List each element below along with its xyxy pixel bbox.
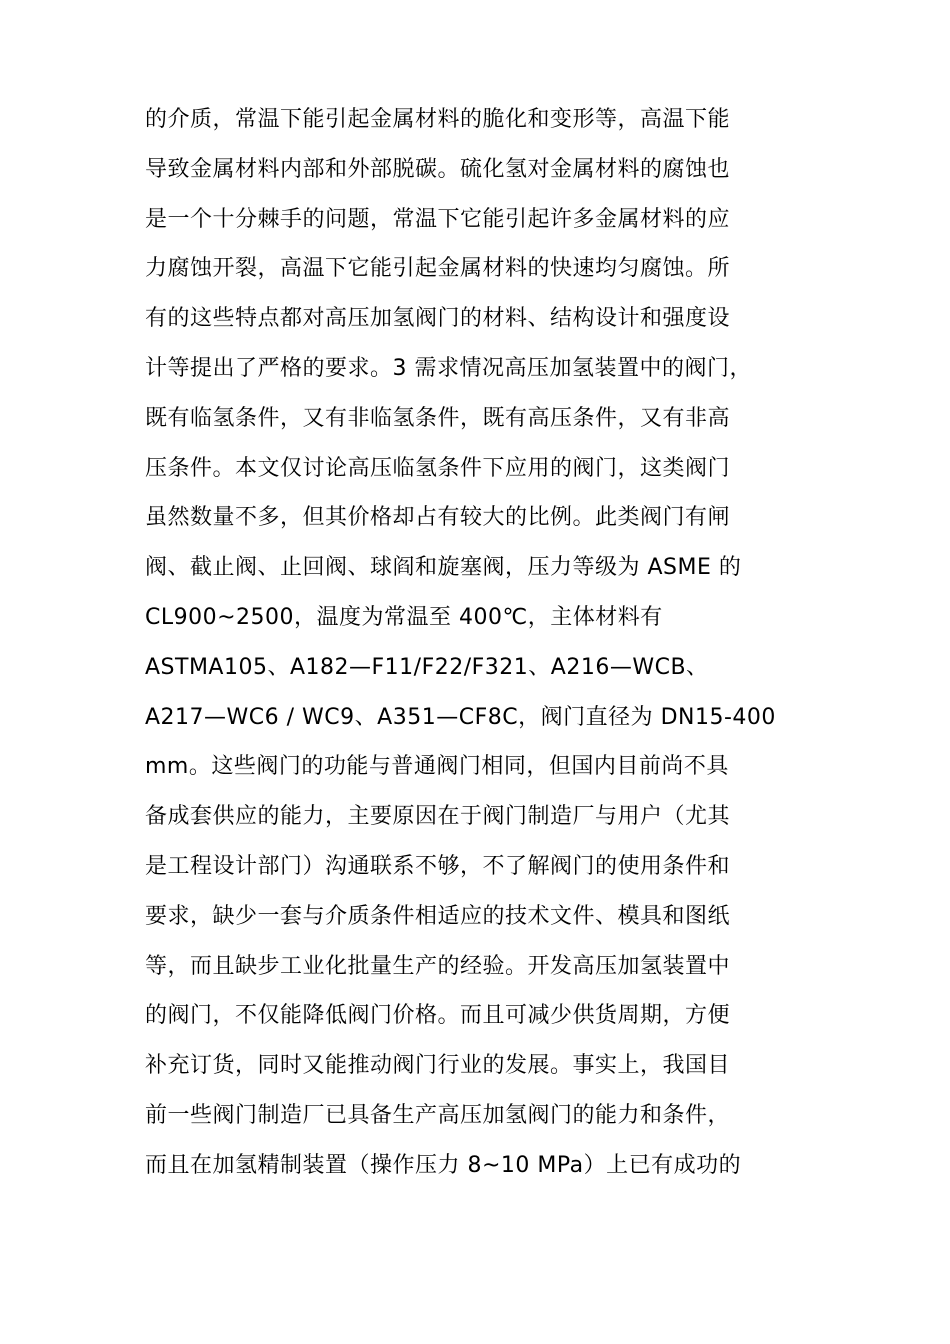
text-line: 补充订货，同时又能推动阀门行业的发展。事实上，我国目 xyxy=(145,1053,731,1079)
text-line: 既有临氢条件，又有非临氢条件，既有高压条件，又有非高 xyxy=(145,405,731,431)
text-line: CL900~2500，温度为常温至 400℃，主体材料有 xyxy=(145,604,663,630)
text-line: 的阀门，不仅能降低阀门价格。而且可减少供货周期，方便 xyxy=(145,1003,731,1029)
text-line: 的介质，常温下能引起金属材料的脆化和变形等，高温下能 xyxy=(145,107,731,132)
text-line: ASTMA105、A182—F11/F22/F321、A216—WCB、 xyxy=(145,654,709,680)
text-line: 虽然数量不多，但其价格却占有较大的比例。此类阀门有闸 xyxy=(145,505,731,531)
text-line: 压条件。本文仅讨论高压临氢条件下应用的阀门，这类阀门 xyxy=(145,455,731,481)
text-line: A217—WC6 / WC9、A351—CF8C，阀门直径为 DN15-400 xyxy=(145,704,776,730)
text-line: 前一些阀门制造厂已具备生产高压加氢阀门的能力和条件， xyxy=(145,1102,731,1128)
text-line: 是工程设计部门）沟通联系不够，不了解阀门的使用条件和 xyxy=(145,853,731,879)
text-line: mm。这些阀门的功能与普通阀门相同，但国内目前尚不具 xyxy=(145,754,729,780)
text-line: 有的这些特点都对高压加氢阀门的材料、结构设计和强度设 xyxy=(145,306,731,332)
text-line: 而且在加氢精制装置（操作压力 8~10 MPa）上已有成功的 xyxy=(145,1152,742,1178)
body-text xyxy=(145,95,845,1191)
text-line: 备成套供应的能力，主要原因在于阀门制造厂与用户（尤其 xyxy=(145,804,731,830)
text-line: 等，而且缺步工业化批量生产的经验。开发高压加氢装置中 xyxy=(145,953,731,979)
text-line: 阀、截止阀、止回阀、球阎和旋塞阀，压力等级为 ASME 的 xyxy=(145,555,742,581)
text-line: 力腐蚀开裂，高温下它能引起金属材料的快速均匀腐蚀。所 xyxy=(145,256,731,282)
text-line: 导致金属材料内部和外部脱碳。硫化氢对金属材料的腐蚀也 xyxy=(145,156,731,182)
text-line: 是一个十分棘手的问题，常温下它能引起许多金属材料的应 xyxy=(145,206,731,232)
text-line: 计等提出了严格的要求。3 需求情况高压加氢装置中的阀门， xyxy=(145,355,752,381)
text-line: 要求，缺少一套与介质条件相适应的技术文件、模具和图纸 xyxy=(145,903,731,929)
